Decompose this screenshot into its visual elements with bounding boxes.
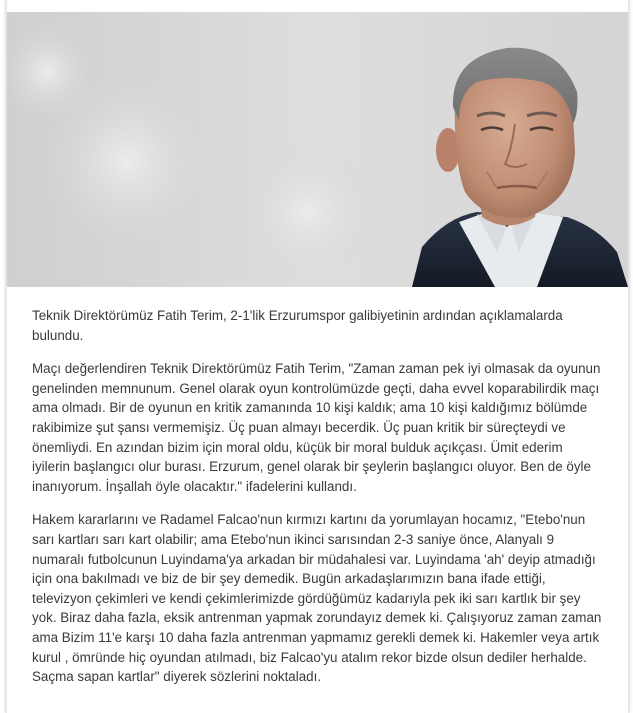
- article-body: [32, 306, 602, 701]
- article-paragraph-intro: Teknik Direktörümüz Fatih Terim, 2-1'lik Erzurumspor galibiyetinin ardından açıklamalarda bulundu.: [32, 308, 563, 343]
- portrait-illustration: [7, 12, 628, 287]
- article-card: [6, 0, 629, 713]
- article-paragraph-referee-comments: Hakem kararlarını ve Radamel Falcao'nun kırmızı kartını da yorumlayan hocamız, "Etebo'nun sarı kartları sarı kart olabilir; ama Etebo'nun ikinci sarısından 2-3 saniye önce, Alanyalı 9 numaralı futbolcunun Luyindama'ya arkadan bir müdahalesi var. Luyindama 'ah' deyip atmadığı için ona bakılmadı ve biz de bir şey demedik. Bugün arkadaşlarımızın bana ifade ettiği, televizyon çekimleri ve kendi çekimlerimizde gördüğümüz kadarıyla pek iki sarı kartlık bir şey yok. Biraz daha fazla, eksik antrenman yapmak zorundayız demek ki. Çalışıyoruz zaman zaman ama Bizim 11'e karşı 10 daha fazla antrenman yapmamız gerekli demek ki. Hakemler veya artık kurul , ömründe hiç oyundan atılmadı, biz Falcao'yu atalım rekor bizde olsun dediler herhalde. Saçma sapan kartlar" diyerek sözlerini noktaladı.: [32, 512, 602, 685]
- article-paragraph-match-review: Maçı değerlendiren Teknik Direktörümüz Fatih Terim, "Zaman zaman pek iyi olmasak da oyunun genelinden memnunum. Genel olarak oyun kontrolümüzde geçti, daha evvel koparabilirdik maçı ama olmadı. Bir de oyunun en kritik zamanında 10 kişi kaldık; ama 10 kişi kaldığımız bölümde rakibimize şut şansı vermemişiz. Üç puan almayı becerdik. Üç puan kritik bir süreçteydi ve önemliydi. En azından bizim için moral oldu, küçük bir moral bulduk açıkçası. Ümit ederim iyilerin başlangıcı olur burası. Erzurum, genel olarak bir şeylerin başlangıcı oluyor. Ben de öyle inanıyorum. İnşallah öyle olacaktır." ifadelerini kullandı.: [32, 361, 601, 494]
- hero-photo: [7, 12, 628, 287]
